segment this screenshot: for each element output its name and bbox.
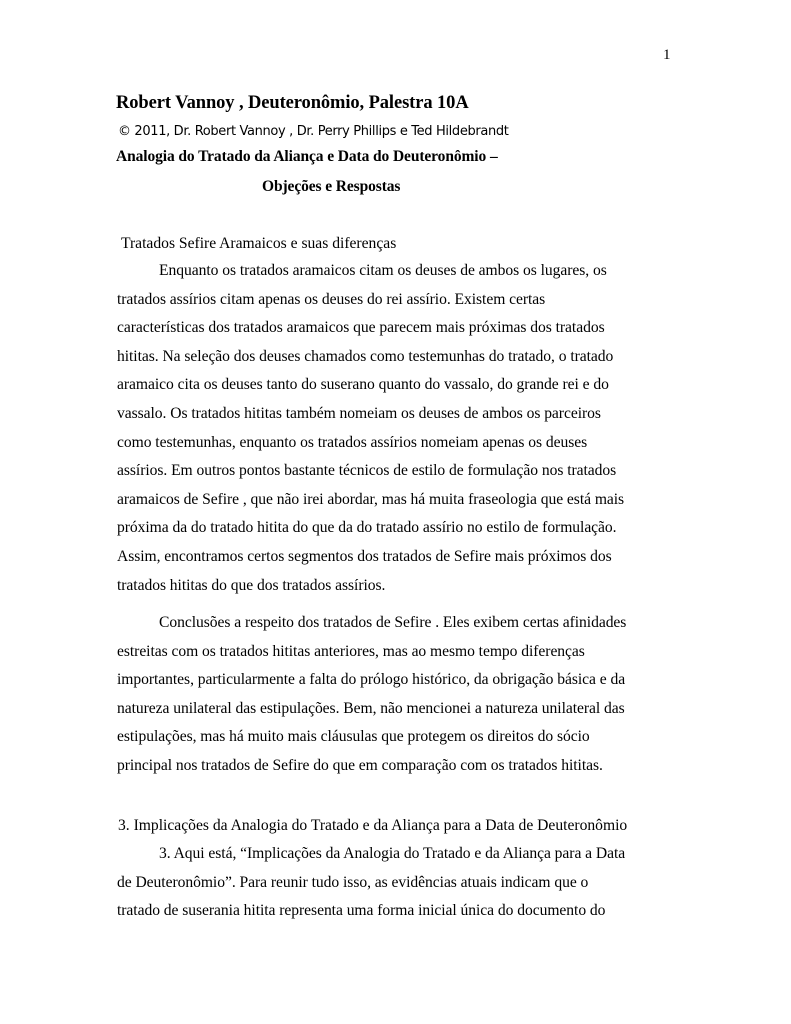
paragraph-line: importantes, particularmente a falta do prólogo histórico, da obrigação básica e da (117, 671, 626, 689)
document-title: Robert Vannoy , Deuteronômio, Palestra 10A (116, 93, 469, 113)
paragraph-line: próxima da do tratado hitita do que da do tratado assírio no estilo de formulação. (117, 519, 617, 537)
paragraph-1 (117, 257, 677, 600)
paragraph-line: aramaicos de Sefire , que não irei abordar, mas há muita fraseologia que está mais (117, 490, 625, 508)
paragraph-line: assírios. Em outros pontos bastante técnicos de estilo de formulação nos tratados (117, 462, 617, 480)
paragraph-line: tratados assírios citam apenas os deuses do rei assírio. Existem certas (117, 290, 546, 308)
paragraph-line: de Deuteronômio”. Para reunir tudo isso, as evidências atuais indicam que o (117, 873, 589, 891)
paragraph-line: tratados hititas do que dos tratados assírios. (117, 576, 386, 594)
paragraph-line: principal nos tratados de Sefire do que em comparação com os tratados hititas. (117, 756, 603, 774)
paragraph-line: tratado de suserania hitita representa uma forma inicial única do documento do (117, 902, 606, 920)
paragraph-line: estipulações, mas há muito mais cláusulas que protegem os direitos do sócio (117, 728, 590, 746)
paragraph-line: características dos tratados aramaicos que parecem mais próximas dos tratados (117, 319, 605, 337)
paragraph-line: hititas. Na seleção dos deuses chamados como testemunhas do tratado, o tratado (117, 347, 614, 365)
paragraph-line: aramaico cita os deuses tanto do suserano quanto do vassalo, do grande rei e do (117, 376, 609, 394)
paragraph-line: 3. Aqui está, “Implicações da Analogia do Tratado e da Aliança para a Data (159, 845, 626, 862)
paragraph-line: Conclusões a respeito dos tratados de Sefire . Eles exibem certas afinidades (159, 614, 627, 631)
subtitle-line-2: Objeções e Respostas (262, 178, 401, 195)
paragraph-line: Enquanto os tratados aramaicos citam os deuses de ambos os lugares, os (159, 262, 607, 279)
paragraph-line: estreitas com os tratados hititas anteriores, mas ao mesmo tempo diferenças (117, 642, 585, 660)
page-number: 1 (663, 47, 671, 63)
paragraph-2 (117, 609, 677, 781)
paragraph-3 (117, 840, 677, 926)
paragraph-line: Assim, encontramos certos segmentos dos tratados de Sefire mais próximos dos (117, 547, 612, 565)
paragraph-line: vassalo. Os tratados hititas também nomeiam os deuses de ambos os parceiros (117, 404, 601, 422)
paragraph-line: natureza unilateral das estipulações. Bem, não mencionei a natureza unilateral das (117, 699, 625, 717)
section-heading: Tratados Sefire Aramaicos e suas diferenças (121, 235, 397, 252)
copyright-line: © 2011, Dr. Robert Vannoy , Dr. Perry Phillips e Ted Hildebrandt (118, 124, 509, 139)
paragraph-line: como testemunhas, enquanto os tratados assírios nomeiam apenas os deuses (117, 433, 588, 451)
subtitle-line-1: Analogia do Tratado da Aliança e Data do Deuteronômio – (116, 148, 498, 165)
section-3-heading: 3. Implicações da Analogia do Tratado e da Aliança para a Data de Deuteronômio (118, 817, 628, 834)
